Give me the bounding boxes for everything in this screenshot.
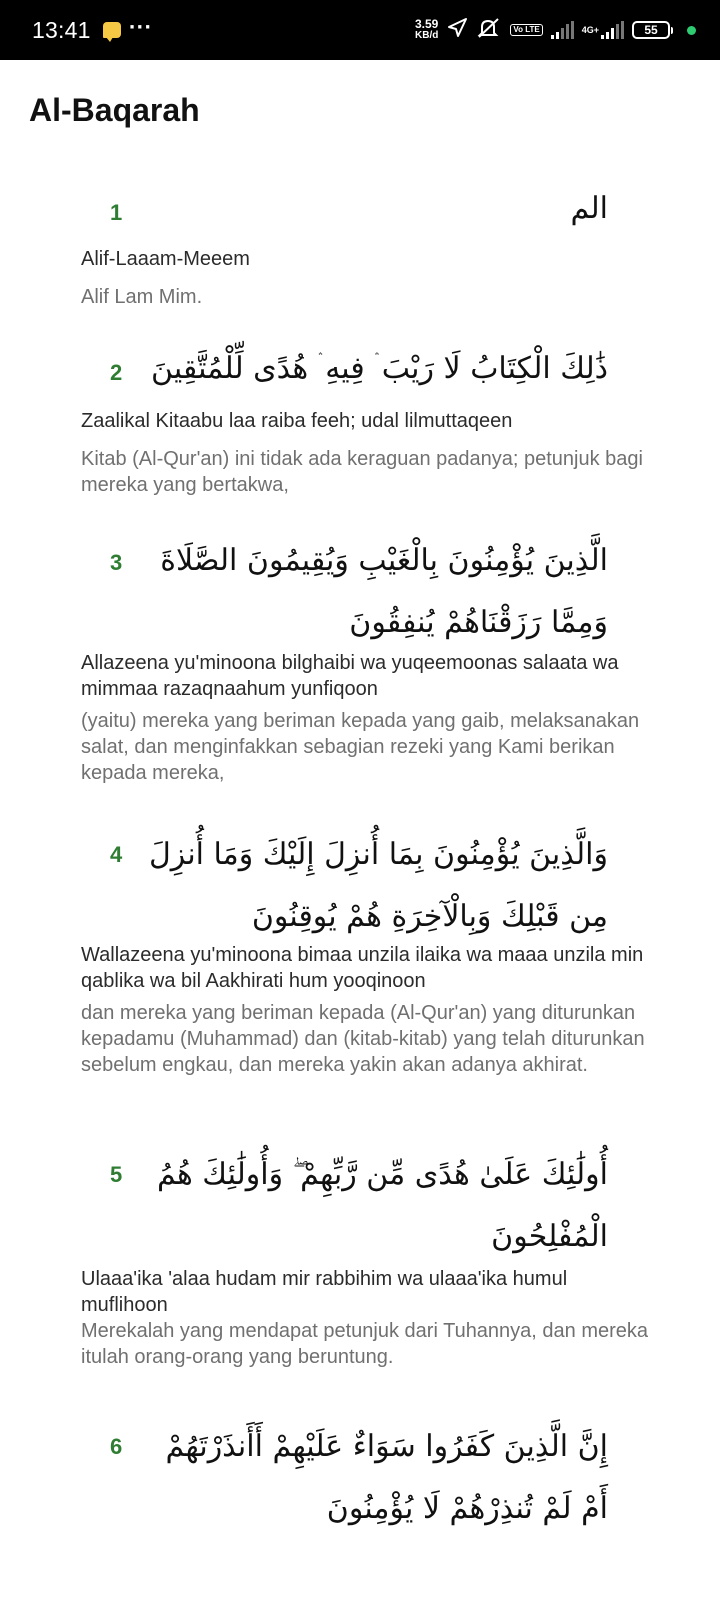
verse-transliteration: Zaalikal Kitaabu laa raiba feeh; udal lilmuttaqeen [81, 410, 513, 432]
verse-transliteration: Wallazeena yu'minoona bimaa unzila ilaika wa maaa unzila min qablika wa bil Aakhirati hum yooqinoon [81, 944, 644, 992]
verse-transliteration: Ulaaa'ika 'alaa hudam mir rabbihim wa ulaaa'ika humul muflihoon [81, 1268, 568, 1316]
mobile-data-4g-icon [582, 21, 624, 39]
location-icon [446, 17, 468, 43]
message-notification-icon [103, 22, 121, 38]
verse-number: 3 [110, 550, 123, 575]
signal-strength-icon [551, 21, 574, 39]
verse-number: 1 [110, 200, 123, 225]
verse-translation: Alif Lam Mim. [81, 286, 203, 308]
verse-translation: Kitab (Al-Qur'an) ini tidak ada keraguan padanya; petunjuk bagi mereka yang bertakwa, [81, 448, 643, 496]
system-icons [415, 17, 696, 43]
network-speed [415, 19, 438, 41]
verse-number: 6 [110, 1434, 123, 1459]
volte-icon: Vo LTE [510, 24, 542, 36]
verse-arabic-text: الم [570, 191, 608, 226]
mute-icon [476, 17, 502, 43]
page-title: Al-Baqarah [29, 92, 200, 128]
network-speed-unit: KB/d [415, 30, 439, 41]
verse-arabic-text: إِنَّ الَّذِينَ كَفَرُوا سَوَاءٌ عَلَيْهِمْ أَأَنذَرْتَهُمْ أَمْ لَمْ تُنذِرْهُمْ لَا يُؤْمِنُونَ [165, 1429, 608, 1526]
verse-arabic-text: ذَٰلِكَ الْكِتَابُ لَا رَيْبَ ۛ فِيهِ ۛ هُدًى لِّلْمُتَّقِينَ [151, 351, 608, 386]
verse-arabic-text: أُولَٰئِكَ عَلَىٰ هُدًى مِّن رَّبِّهِمْ ۖ وَأُولَٰئِكَ هُمُ الْمُفْلِحُونَ [156, 1157, 608, 1254]
verse-number: 2 [110, 360, 123, 385]
verse-number: 4 [110, 842, 123, 867]
verse-arabic-text: الَّذِينَ يُؤْمِنُونَ بِالْغَيْبِ وَيُقِيمُونَ الصَّلَاةَ وَمِمَّا رَزَقْنَاهُمْ يُنفِقُونَ [160, 543, 608, 640]
network-type-label: 4G+ [581, 24, 599, 35]
battery-level: 55 [632, 21, 670, 39]
privacy-indicator-icon [687, 26, 696, 35]
verse-arabic-text: وَالَّذِينَ يُؤْمِنُونَ بِمَا أُنزِلَ إِلَيْكَ وَمَا أُنزِلَ مِن قَبْلِكَ وَبِالْآخِرَةِ هُمْ يُوقِنُونَ [148, 837, 608, 934]
verse-translation: (yaitu) mereka yang beriman kepada yang gaib, melaksanakan salat, dan menginfakkan sebagian rezeki yang Kami berikan kepada mereka, [81, 710, 640, 784]
verse-translation: dan mereka yang beriman kepada (Al-Qur'an) yang diturunkan kepadamu (Muhammad) dan (kitab-kitab) yang telah diturunkan sebelum engkau, dan mereka yakin akan adanya akhirat. [81, 1002, 645, 1076]
verse-transliteration: Allazeena yu'minoona bilghaibi wa yuqeemoonas salaata wa mimmaa razaqnaahum yunfiqoon [81, 652, 619, 700]
status-bar [0, 0, 720, 60]
verse-number: 5 [110, 1162, 123, 1187]
more-notifications-icon: ··· [128, 16, 153, 38]
signal-strength-icon-2 [601, 21, 624, 39]
notification-icons [103, 16, 153, 38]
network-speed-value: 3.59 [415, 17, 439, 31]
verse-translation: Merekalah yang mendapat petunjuk dari Tuhannya, dan mereka itulah orang-orang yang beruntung. [81, 1320, 649, 1368]
battery-icon [632, 21, 673, 39]
status-time: 13:41 [32, 16, 91, 43]
verse-transliteration: Alif-Laaam-Meeem [81, 248, 250, 270]
